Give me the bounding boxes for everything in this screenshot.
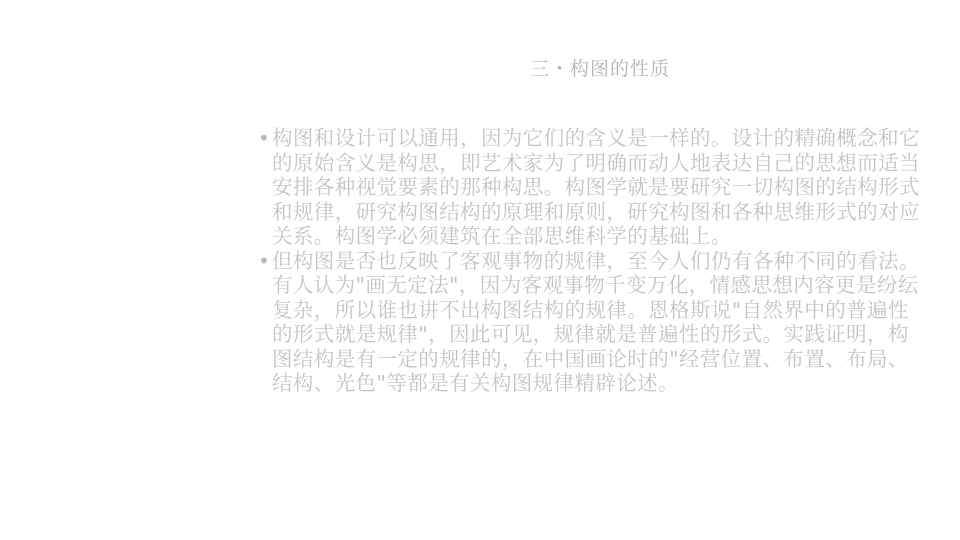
slide-title: 三・构图的性质: [529, 58, 670, 80]
bullet-text: 但构图是否也反映了客观事物的规律，至今人们仍有各种不同的看法。有人认为"画无定法"，因为客观事物千变万化，情感思想内容更是纷纭复杂，所以谁也讲不出构图结构的规律。恩格斯说"自然界中的普遍性的形式就是规律"，因此可见，规律就是普遍性的形式。实践证明，构图结构是有一定的规律的，在中国画论时的"经营位置、布置、布局、结构、光色"等都是有关构图规律精辟论述。: [272, 248, 920, 395]
bullet-dot-icon: •: [258, 248, 271, 273]
bullet-text: 构图和设计可以通用，因为它们的含义是一样的。设计的精确概念和它的原始含义是构思，即艺术家为了明确而动人地表达自己的思想而适当安排各种视觉要素的那种构思。构图学就是要研究一切构图的结构形式和规律，研究构图结构的原理和原则，研究构图和各种思维形式的对应关系。构图学必须建筑在全部思维科学的基础上。: [272, 126, 920, 248]
bullet-item: [258, 126, 926, 249]
bullet-list: [258, 126, 926, 396]
bullet-item: [258, 249, 926, 396]
bullet-dot-icon: •: [258, 126, 271, 150]
